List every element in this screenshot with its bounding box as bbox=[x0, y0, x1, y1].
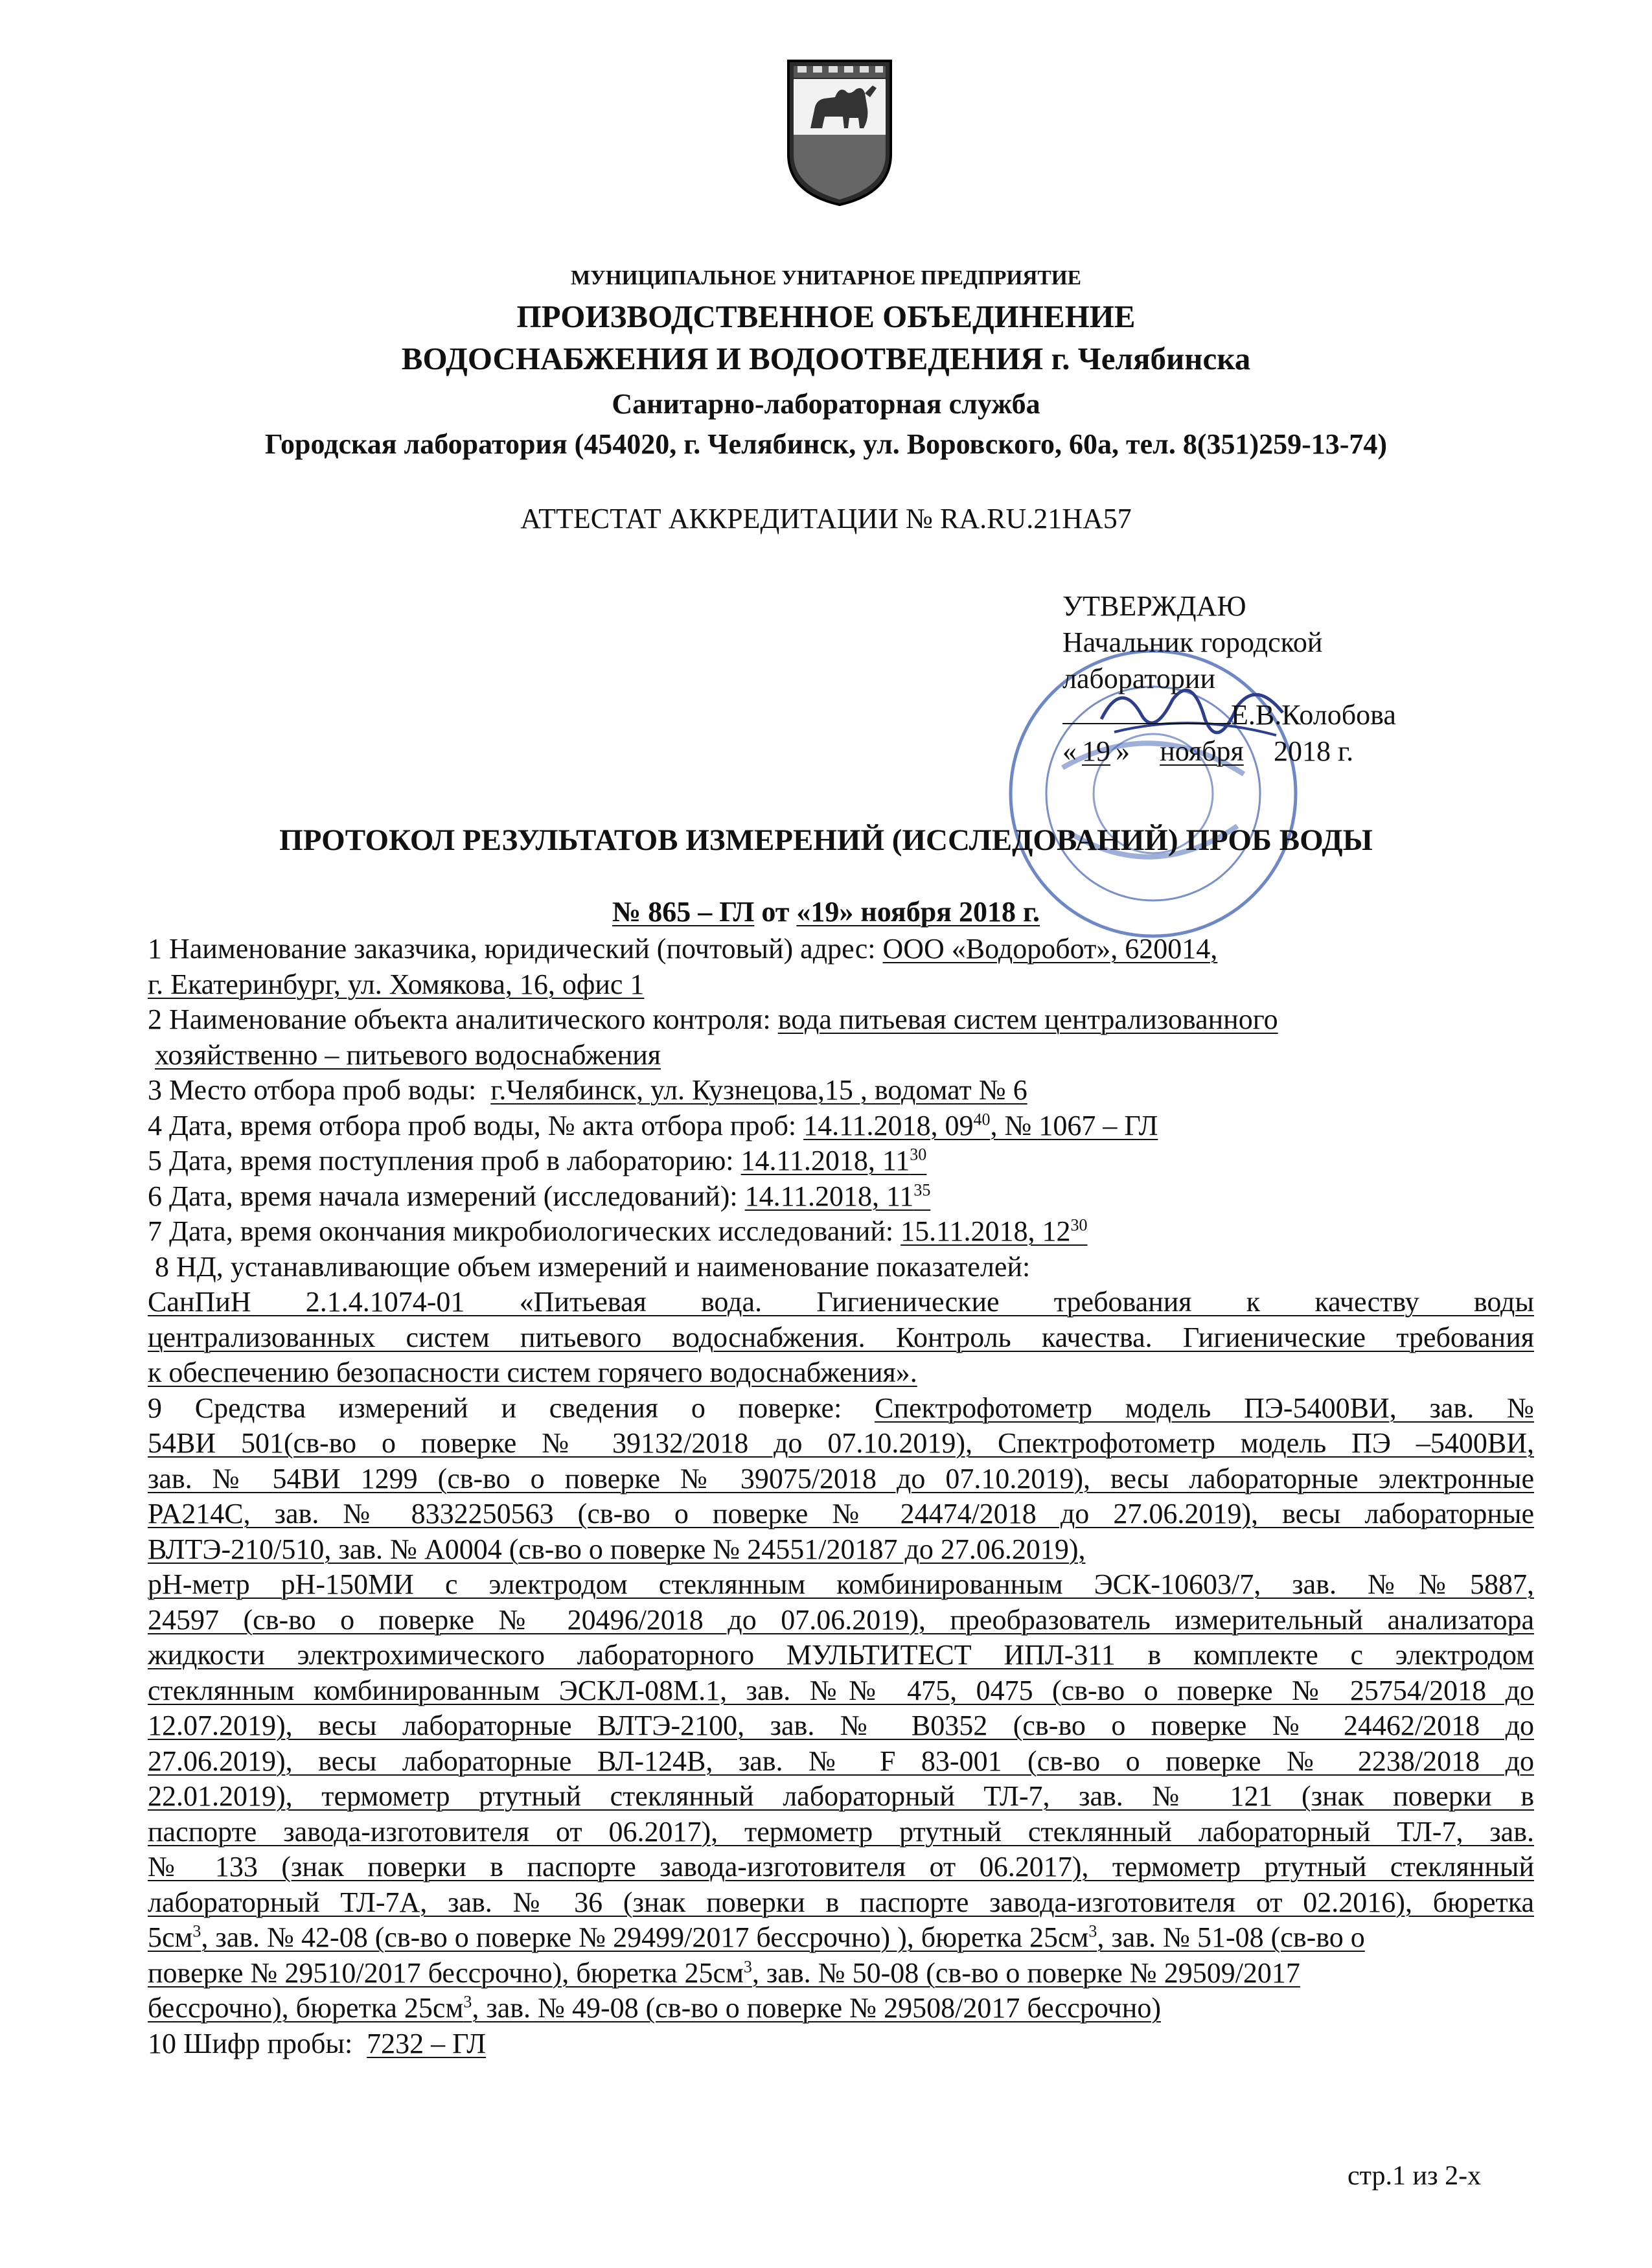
item-9-line16-b: , зав. № 42-08 (св-во о поверке № 29499/2017 бессрочно) ), бюретка 25см bbox=[201, 1921, 1089, 1953]
document-number-line bbox=[0, 895, 1652, 928]
cube-sup-2: 3 bbox=[1088, 1921, 1097, 1941]
item-9-line17-a: поверке № 29510/2017 бессрочно), бюретка 25см bbox=[148, 1956, 744, 1989]
cube-sup-4: 3 bbox=[463, 1992, 472, 2011]
item-10-label: 10 Шифр пробы: bbox=[148, 2027, 353, 2059]
item-9-line7: 24597 (св-во о поверке № 20496/2018 до 07.06.2019), преобразователь измерительный анализатора bbox=[148, 1603, 1534, 1636]
cube-sup-3: 3 bbox=[743, 1956, 752, 1976]
item-6-minutes: 35 bbox=[913, 1180, 931, 1199]
item-5-minutes: 30 bbox=[910, 1145, 927, 1164]
item-9-line18-a: бессрочно), бюретка 25см bbox=[148, 1992, 464, 2024]
item-7-label: 7 Дата, время окончания микробиологических исследований: bbox=[148, 1215, 894, 1247]
service-name: Санитарно-лабораторная служба bbox=[612, 388, 1040, 420]
item-9-line11: 27.06.2019), весы лабораторные ВЛ-124В, зав. № F 83-001 (св-во о поверке № 2238/2018 до bbox=[148, 1745, 1534, 1777]
item-9-line4: PA214C, зав. № 8332250563 (св-во о поверке № 24474/2018 до 27.06.2019), весы лабораторные bbox=[148, 1498, 1534, 1529]
protocol-body bbox=[148, 932, 1534, 2061]
item-2-line2 bbox=[148, 1038, 1534, 1073]
approval-date bbox=[1062, 733, 1396, 770]
item-9-line8: жидкости электрохимического лабораторного МУЛЬТИТЕСТ ИПЛ-311 в комплекте с электродом bbox=[148, 1639, 1534, 1671]
item-9-line17-b: , зав. № 50-08 (св-во о поверке № 29509/2017 bbox=[751, 1956, 1300, 1989]
item-9-line17 bbox=[148, 1956, 1534, 1991]
approver-name: Е.В.Колобова bbox=[1231, 699, 1396, 731]
item-5-value bbox=[741, 1145, 927, 1176]
item-9-line15: лабораторный ТЛ-7А, зав. № 36 (знак поверки в паспорте завода-изготовителя от 02.2016), бюретка bbox=[148, 1886, 1534, 1918]
approval-date-year: 2018 г. bbox=[1274, 735, 1354, 767]
item-4-value bbox=[803, 1110, 1158, 1141]
approval-date-day: 19 bbox=[1082, 735, 1110, 767]
item-2-value-b: хозяйственно – питьевого водоснабжения bbox=[155, 1038, 661, 1071]
item-8-label-text: 8 НД, устанавливающие объем измерений и наименование показателей: bbox=[155, 1250, 1031, 1283]
item-9-line18 bbox=[148, 1991, 1534, 2026]
approval-date-close-quote: » bbox=[1116, 735, 1130, 767]
lab-address: Городская лаборатория (454020, г. Челябинск, ул. Воровского, 60а, тел. 8(351)259-13-74) bbox=[264, 428, 1388, 460]
item-9-line9: стеклянным комбинированным ЭСКЛ-08М.1, зав. №№ 475, 0475 (св-во о поверке № 25754/2018 до bbox=[148, 1674, 1534, 1706]
item-9-line3: зав. № 54ВИ 1299 (св-во о поверке № 39075/2018 до 07.10.2019), весы лабораторные электронные bbox=[148, 1462, 1534, 1495]
item-9-line10: 12.07.2019), весы лабораторные ВЛТЭ-2100, зав. № В0352 (св-во о поверке № 24462/2018 до bbox=[148, 1710, 1534, 1741]
item-6-date: 14.11.2018, 11 bbox=[744, 1180, 914, 1212]
accreditation-number: АТТЕСТАТ АККРЕДИТАЦИИ № RA.RU.21НА57 bbox=[520, 503, 1132, 534]
item-9-line1 bbox=[148, 1391, 1534, 1426]
item-6 bbox=[148, 1179, 1534, 1215]
item-1-line2 bbox=[148, 967, 1534, 1003]
item-9-line16-c: , зав. № 51-08 (св-во о bbox=[1097, 1921, 1365, 1953]
item-9-line16-a: 5см bbox=[148, 1921, 193, 1953]
approver-position-line1: Начальник городской bbox=[1062, 626, 1323, 658]
item-1-label: 1 Наименование заказчика, юридический (почтовый) адрес: bbox=[148, 933, 876, 965]
protocol-date-prefix: от bbox=[761, 896, 790, 928]
item-9-line14: № 133 (знак поверки в паспорте завода-изготовителя от 06.2017), термометр ртутный стеклянный bbox=[148, 1851, 1534, 1883]
item-1-value-a: ООО «Водоробот», 620014, bbox=[882, 933, 1218, 965]
item-2-label: 2 Наименование объекта аналитического контроля: bbox=[148, 1003, 771, 1035]
item-9-line2: 54ВИ 501(св-во о поверке № 39132/2018 до 07.10.2019), Спектрофотометр модель ПЭ –5400ВИ, bbox=[148, 1427, 1534, 1459]
approval-block bbox=[1062, 588, 1396, 770]
item-2-value-a: вода питьевая систем централизованного bbox=[777, 1003, 1278, 1035]
item-9-line18-b: , зав. № 49-08 (св-во о поверке № 29508/2017 бессрочно) bbox=[472, 1992, 1162, 2024]
item-3 bbox=[148, 1073, 1534, 1108]
item-9-line12: 22.01.2019), термометр ртутный стеклянный лабораторный ТЛ-7, зав. № 121 (знак поверки в bbox=[148, 1780, 1534, 1812]
approval-date-open-quote: « bbox=[1062, 735, 1077, 767]
page-number: стр.1 из 2-х bbox=[1348, 2161, 1482, 2191]
item-9-value-line1: Спектрофотометр модель ПЭ-5400ВИ, зав. № bbox=[875, 1392, 1534, 1424]
organization-name-line1: ПРОИЗВОДСТВЕННОЕ ОБЪЕДИНЕНИЕ bbox=[516, 299, 1136, 334]
item-4-label: 4 Дата, время отбора проб воды, № акта отбора проб: bbox=[148, 1109, 797, 1141]
organization-name-line2: ВОДОСНАБЖЕНИЯ И ВОДООТВЕДЕНИЯ г. Челябинска bbox=[401, 341, 1251, 376]
item-6-value bbox=[745, 1180, 931, 1212]
item-7 bbox=[148, 1214, 1534, 1250]
item-7-minutes: 30 bbox=[1070, 1215, 1088, 1235]
item-2-line1 bbox=[148, 1002, 1534, 1038]
protocol-date: «19» ноября 2018 г. bbox=[796, 896, 1040, 928]
item-4 bbox=[148, 1108, 1534, 1144]
item-9-line6: pH-метр pH-150МИ с электродом стеклянным комбинированным ЭСК-10603/7, зав. №№5887, bbox=[148, 1568, 1534, 1600]
item-5-label: 5 Дата, время поступления проб в лабораторию: bbox=[148, 1145, 734, 1176]
document-title: ПРОТОКОЛ РЕЗУЛЬТАТОВ ИЗМЕРЕНИЙ (ИССЛЕДОВАНИЙ) ПРОБ ВОДЫ bbox=[279, 823, 1373, 857]
enterprise-type: МУНИЦИПАЛЬНОЕ УНИТАРНОЕ ПРЕДПРИЯТИЕ bbox=[571, 266, 1081, 289]
city-coat-of-arms bbox=[785, 57, 895, 207]
item-9-line13: паспорте завода-изготовителя от 06.2017), термометр ртутный стеклянный лабораторный ТЛ-7, зав. bbox=[148, 1815, 1534, 1848]
item-4-minutes: 40 bbox=[973, 1109, 991, 1128]
item-8-line2: централизованных систем питьевого водоснабжения. Контроль качества. Гигиенические требования bbox=[148, 1321, 1534, 1353]
approver-position-line2: лаборатории bbox=[1062, 663, 1216, 694]
item-10 bbox=[148, 2026, 1534, 2062]
cube-sup-1: 3 bbox=[192, 1921, 201, 1941]
item-9-label: 9 Средства измерений и сведения о поверке: bbox=[148, 1392, 842, 1424]
item-7-value bbox=[901, 1215, 1087, 1247]
item-10-value: 7232 – ГЛ bbox=[367, 2027, 487, 2059]
item-1-value-b: г. Екатеринбург, ул. Хомякова, 16, офис 1 bbox=[148, 968, 645, 1000]
item-7-date: 15.11.2018, 12 bbox=[901, 1215, 1071, 1247]
approver-signature-line bbox=[1062, 697, 1396, 733]
item-8-line3: к обеспечению безопасности систем горячего водоснабжения». bbox=[148, 1357, 917, 1388]
item-3-value: г.Челябинск, ул. Кузнецова,15 , водомат № 6 bbox=[490, 1074, 1027, 1106]
item-9-line16 bbox=[148, 1920, 1534, 1956]
item-9-line5: ВЛТЭ-210/510, зав. № А0004 (св-во о поверке № 24551/20187 до 27.06.2019), bbox=[148, 1533, 1086, 1565]
approval-date-month: ноября bbox=[1160, 735, 1244, 767]
approve-label: УТВЕРЖДАЮ bbox=[1062, 590, 1246, 622]
signature-blank bbox=[1062, 723, 1231, 724]
item-3-label: 3 Место отбора проб воды: bbox=[148, 1074, 477, 1106]
item-5 bbox=[148, 1143, 1534, 1179]
item-6-label: 6 Дата, время начала измерений (исследований): bbox=[148, 1180, 738, 1212]
item-1-line1 bbox=[148, 932, 1534, 967]
protocol-number: № 865 – ГЛ bbox=[612, 896, 755, 928]
item-8-label bbox=[148, 1250, 1534, 1285]
item-5-date: 14.11.2018, 11 bbox=[740, 1145, 910, 1176]
item-8-line1: СанПиН 2.1.4.1074-01 «Питьевая вода. Гигиенические требования к качеству воды bbox=[148, 1286, 1534, 1318]
item-4-date: 14.11.2018, 09 bbox=[803, 1109, 974, 1141]
item-4-act: , № 1067 – ГЛ bbox=[990, 1109, 1158, 1141]
